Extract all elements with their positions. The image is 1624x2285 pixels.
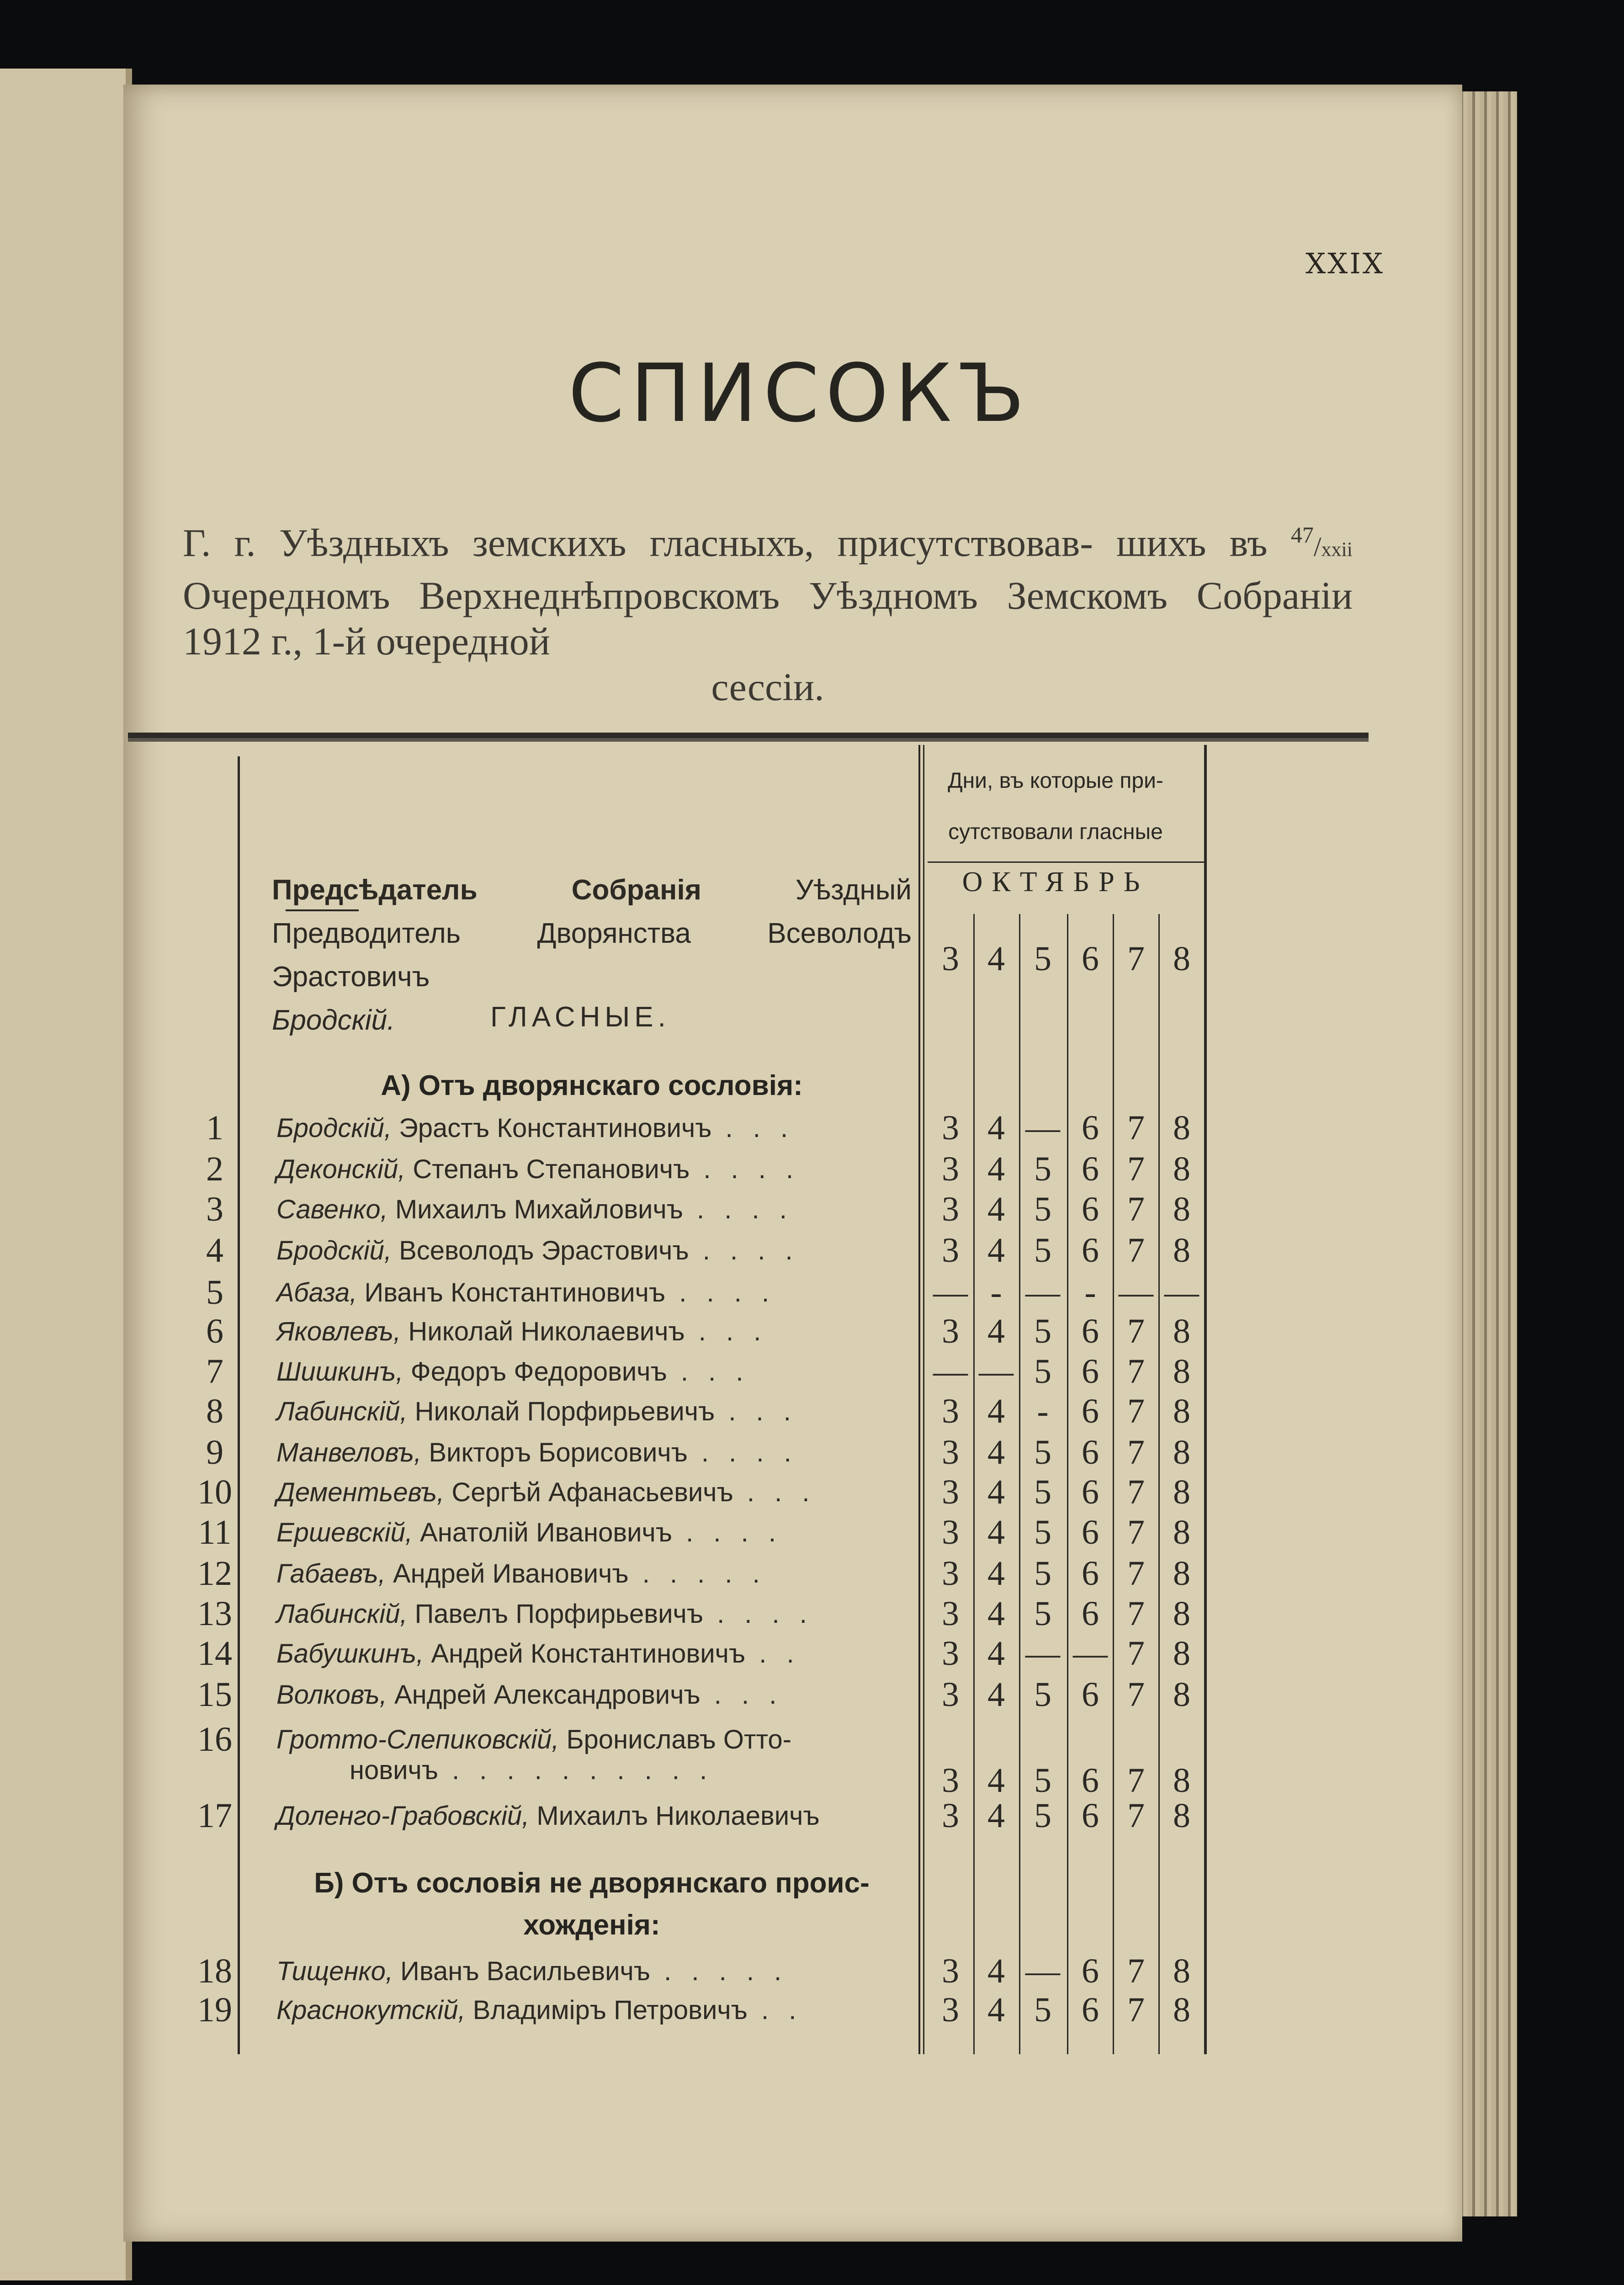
row-number: 16 xyxy=(197,1720,232,1759)
member-17-day-6: 8 xyxy=(1173,1796,1190,1835)
member-19-day-1: 3 xyxy=(942,1991,959,2029)
member-16-day-4: 6 xyxy=(1082,1761,1099,1800)
leader-dots: . . . xyxy=(700,1680,783,1710)
member-14-day-3: — xyxy=(1025,1634,1060,1673)
row-number: 7 xyxy=(206,1352,223,1391)
leader-dots: . . xyxy=(745,1639,801,1669)
leader-dots: . . . . xyxy=(690,1154,800,1184)
member-19-day-6: 8 xyxy=(1173,1991,1190,2029)
member-14-day-2: 4 xyxy=(987,1634,1005,1673)
member-9-day-2: 4 xyxy=(987,1433,1005,1472)
row-number: 15 xyxy=(197,1675,232,1714)
header-rule xyxy=(128,733,1369,742)
member-12-day-3: 5 xyxy=(1034,1554,1051,1593)
row-number: 19 xyxy=(197,1991,232,2029)
leader-dots: . . . xyxy=(711,1113,795,1143)
row-number: 17 xyxy=(197,1796,232,1835)
member-3-day-4: 6 xyxy=(1082,1190,1099,1228)
row-number: 13 xyxy=(197,1594,232,1633)
row-number: 9 xyxy=(206,1433,223,1472)
member-10-day-1: 3 xyxy=(942,1473,959,1511)
member-surname: Манвеловъ, xyxy=(276,1438,422,1467)
member-name xyxy=(276,1995,907,2025)
subtitle-line-4: сессіи. xyxy=(711,664,824,709)
member-given-name: Эрастъ Константиновичъ xyxy=(391,1113,712,1143)
member-12-day-1: 3 xyxy=(942,1554,959,1593)
member-15-day-6: 8 xyxy=(1173,1675,1190,1714)
member-name xyxy=(276,1396,907,1427)
member-5-day-6: — xyxy=(1164,1273,1199,1312)
member-4-day-6: 8 xyxy=(1173,1231,1190,1270)
member-6-day-6: 8 xyxy=(1173,1312,1190,1350)
member-7-day-3: 5 xyxy=(1034,1352,1051,1391)
leader-dots: . . . xyxy=(733,1477,816,1507)
member-7-day-5: 7 xyxy=(1127,1352,1145,1391)
member-16-day-2: 4 xyxy=(987,1761,1005,1800)
header-underline xyxy=(928,861,1204,863)
member-7-day-2: — xyxy=(979,1352,1014,1391)
leader-dots: . . . . xyxy=(672,1518,782,1547)
member-13-day-2: 4 xyxy=(987,1594,1005,1633)
member-8-day-5: 7 xyxy=(1127,1392,1145,1430)
row-number: 18 xyxy=(197,1952,232,1990)
member-8-day-3: - xyxy=(1037,1392,1049,1430)
member-name xyxy=(276,1277,907,1308)
member-6-day-2: 4 xyxy=(987,1312,1005,1350)
member-1-day-3: — xyxy=(1025,1109,1060,1147)
member-19-day-2: 4 xyxy=(987,1991,1005,2029)
leader-dots: . . xyxy=(747,1995,803,2025)
member-1-day-5: 7 xyxy=(1127,1109,1145,1147)
chairman-text: Уѣздный Предводитель Дворянства Всеволодъ Эрастовичъ xyxy=(272,874,912,993)
member-15-day-2: 4 xyxy=(987,1675,1005,1714)
member-7-day-6: 8 xyxy=(1173,1352,1190,1391)
member-9-day-6: 8 xyxy=(1173,1433,1190,1472)
member-2-day-1: 3 xyxy=(942,1150,959,1188)
leader-dots: . . . . xyxy=(683,1195,793,1224)
page-number: XXIX xyxy=(1306,247,1385,280)
leader-dots: . . . . xyxy=(689,1236,799,1265)
member-3-day-3: 5 xyxy=(1034,1190,1051,1228)
subtitle-line-3: Уѣздномъ Земскомъ Собраніи 1912 г., 1-й очередной xyxy=(183,573,1353,663)
member-surname: Бабушкинъ, xyxy=(276,1639,424,1669)
days-header-line-2: сутствовали гласные xyxy=(948,820,1163,844)
chairman-day-3: 5 xyxy=(1034,940,1051,978)
subtitle-line-2a: шихъ въ xyxy=(1116,521,1268,565)
member-given-name: Федоръ Федоровичъ xyxy=(403,1357,667,1387)
member-7-day-1: — xyxy=(933,1352,968,1391)
member-given-name: Анатолій Ивановичъ xyxy=(413,1518,673,1547)
member-given-name: Павелъ Порфирьевичъ xyxy=(407,1599,703,1629)
group-non-nobility-line-1: Б) Отъ сословія не дворянскаго проис- xyxy=(314,1867,870,1899)
row-number: 4 xyxy=(206,1231,223,1270)
member-2-day-6: 8 xyxy=(1173,1150,1190,1188)
row-number: 12 xyxy=(197,1554,232,1593)
member-surname: Ершевскій, xyxy=(276,1518,413,1547)
member-name xyxy=(276,1599,907,1629)
member-9-day-4: 6 xyxy=(1082,1433,1099,1472)
row-number: 5 xyxy=(206,1273,223,1312)
row-number: 1 xyxy=(206,1109,223,1147)
member-surname: Краснокутскій, xyxy=(276,1995,466,2025)
member-surname: Лабинскій, xyxy=(276,1599,408,1629)
member-17-day-2: 4 xyxy=(987,1796,1005,1835)
group-non-nobility-line-2: хожденія: xyxy=(523,1909,660,1941)
member-18-day-5: 7 xyxy=(1127,1952,1145,1990)
member-surname: Яковлевъ, xyxy=(276,1317,401,1346)
member-surname: Шишкинъ, xyxy=(276,1357,403,1387)
document-page xyxy=(123,85,1462,2242)
fraction-denominator: xxii xyxy=(1321,538,1353,561)
member-4-day-2: 4 xyxy=(987,1231,1005,1270)
member-surname: Гротто-Слепиковскій, xyxy=(276,1725,559,1754)
member-given-name: Брониславъ Отто- xyxy=(559,1725,792,1754)
member-name xyxy=(276,1477,907,1508)
leader-dots: . . . . . . . . . . xyxy=(438,1755,714,1785)
member-17-day-5: 7 xyxy=(1127,1796,1145,1835)
member-given-name-continued: новичъ xyxy=(350,1755,438,1785)
member-surname: Волковъ, xyxy=(276,1680,387,1710)
leader-dots: . . . . . xyxy=(628,1559,766,1589)
member-2-day-5: 7 xyxy=(1127,1150,1145,1188)
member-given-name: Андрей Константиновичъ xyxy=(424,1639,746,1669)
member-9-day-3: 5 xyxy=(1034,1433,1051,1472)
member-13-day-3: 5 xyxy=(1034,1594,1051,1633)
row-number: 10 xyxy=(197,1473,232,1511)
member-given-name: Всеволодъ Эрастовичъ xyxy=(391,1236,689,1265)
member-11-day-5: 7 xyxy=(1127,1513,1145,1552)
member-5-day-5: — xyxy=(1119,1273,1153,1312)
member-name xyxy=(276,1517,907,1548)
row-number: 6 xyxy=(206,1312,223,1350)
member-13-day-5: 7 xyxy=(1127,1594,1145,1633)
chairman-surname: Бродскій. xyxy=(272,1004,395,1036)
member-given-name: Степанъ Степановичъ xyxy=(405,1154,690,1184)
member-19-day-5: 7 xyxy=(1127,1991,1145,2029)
days-header-line-1: Дни, въ которые при- xyxy=(948,769,1163,793)
member-name xyxy=(276,1638,907,1669)
member-14-day-6: 8 xyxy=(1173,1634,1190,1673)
section-title: ГЛАСНЫЕ. xyxy=(490,1001,670,1033)
row-number: 3 xyxy=(206,1190,223,1228)
member-18-day-6: 8 xyxy=(1173,1952,1190,1990)
member-name xyxy=(276,1113,907,1143)
member-surname: Доленго-Грабовскій, xyxy=(276,1801,530,1831)
leader-dots: . . . . xyxy=(703,1599,813,1629)
member-1-day-2: 4 xyxy=(987,1109,1005,1147)
member-name xyxy=(276,1316,907,1347)
member-6-day-4: 6 xyxy=(1082,1312,1099,1350)
chairman-day-4: 6 xyxy=(1082,940,1099,978)
member-4-day-5: 7 xyxy=(1127,1231,1145,1270)
member-given-name: Николай Порфирьевичъ xyxy=(407,1397,715,1426)
member-3-day-6: 8 xyxy=(1173,1190,1190,1228)
member-name xyxy=(276,1801,907,1831)
member-11-day-3: 5 xyxy=(1034,1513,1051,1552)
member-name xyxy=(276,1558,907,1589)
chairman-day-2: 4 xyxy=(987,940,1005,978)
chairman-day-1: 3 xyxy=(942,940,959,978)
member-given-name: Михаилъ Николаевичъ xyxy=(529,1801,820,1831)
member-given-name: Николай Николаевичъ xyxy=(401,1317,685,1346)
member-surname: Лабинскій, xyxy=(276,1397,408,1426)
member-15-day-3: 5 xyxy=(1034,1675,1051,1714)
chairman-label: Предсѣдатель Собранія xyxy=(272,874,701,906)
subtitle-line-1: Г. г. Уѣздныхъ земскихъ гласныхъ, присутствовав- xyxy=(183,521,1093,565)
member-given-name: Владиміръ Петровичъ xyxy=(465,1995,748,2025)
member-surname: Тищенко, xyxy=(276,1956,393,1986)
member-given-name: Михаилъ Михайловичъ xyxy=(387,1195,683,1224)
member-18-day-2: 4 xyxy=(987,1952,1005,1990)
member-16-day-6: 8 xyxy=(1173,1761,1190,1800)
member-14-day-5: 7 xyxy=(1127,1634,1145,1673)
member-14-day-1: 3 xyxy=(942,1634,959,1673)
member-1-day-4: 6 xyxy=(1082,1109,1099,1147)
fraction-numerator: 47 xyxy=(1290,522,1314,547)
member-1-day-1: 3 xyxy=(942,1109,959,1147)
member-given-name: Сергѣй Афанасьевичъ xyxy=(444,1477,733,1507)
member-5-day-3: — xyxy=(1025,1273,1060,1312)
member-given-name: Иванъ Васильевичъ xyxy=(393,1956,651,1986)
member-13-day-4: 6 xyxy=(1082,1594,1099,1633)
member-17-day-4: 6 xyxy=(1082,1796,1099,1835)
member-7-day-4: 6 xyxy=(1082,1352,1099,1391)
member-15-day-4: 6 xyxy=(1082,1675,1099,1714)
member-name xyxy=(276,1679,907,1710)
member-8-day-1: 3 xyxy=(942,1392,959,1430)
member-surname: Деконскій, xyxy=(276,1154,406,1184)
member-16-day-5: 7 xyxy=(1127,1761,1145,1800)
member-8-day-4: 6 xyxy=(1082,1392,1099,1430)
member-1-day-6: 8 xyxy=(1173,1109,1190,1147)
member-6-day-3: 5 xyxy=(1034,1312,1051,1350)
member-4-day-3: 5 xyxy=(1034,1231,1051,1270)
member-given-name: Андрей Ивановичъ xyxy=(385,1559,629,1589)
member-surname: Бродскій, xyxy=(276,1236,392,1265)
member-16-day-3: 5 xyxy=(1034,1761,1051,1800)
member-11-day-1: 3 xyxy=(942,1513,959,1552)
leader-dots: . . . . xyxy=(687,1438,798,1467)
member-2-day-3: 5 xyxy=(1034,1150,1051,1188)
row-number: 8 xyxy=(206,1392,223,1430)
member-10-day-4: 6 xyxy=(1082,1473,1099,1511)
member-name xyxy=(276,1356,907,1387)
member-10-day-6: 8 xyxy=(1173,1473,1190,1511)
member-16-day-1: 3 xyxy=(942,1761,959,1800)
member-15-day-5: 7 xyxy=(1127,1675,1145,1714)
member-5-day-2: - xyxy=(990,1273,1002,1312)
member-18-day-3: — xyxy=(1025,1952,1060,1990)
member-11-day-2: 4 xyxy=(987,1513,1005,1552)
member-18-day-4: 6 xyxy=(1082,1952,1099,1990)
member-5-day-4: - xyxy=(1084,1273,1096,1312)
member-12-day-2: 4 xyxy=(987,1554,1005,1593)
member-3-day-5: 7 xyxy=(1127,1190,1145,1228)
member-surname: Габаевъ, xyxy=(276,1559,386,1589)
member-10-day-5: 7 xyxy=(1127,1473,1145,1511)
member-3-day-2: 4 xyxy=(987,1190,1005,1228)
member-name xyxy=(276,1956,907,1987)
row-number: 14 xyxy=(197,1634,232,1673)
subtitle-line-2b: Очередномъ Верхнеднѣпровскомъ xyxy=(183,573,780,617)
member-8-day-6: 8 xyxy=(1173,1392,1190,1430)
member-given-name: Иванъ Константиновичъ xyxy=(357,1278,666,1307)
member-15-day-1: 3 xyxy=(942,1675,959,1714)
page-title: СПИСОКЪ xyxy=(568,347,1031,440)
member-surname: Бродскій, xyxy=(276,1113,392,1143)
member-name xyxy=(276,1154,907,1185)
member-8-day-2: 4 xyxy=(987,1392,1005,1430)
member-10-day-2: 4 xyxy=(987,1473,1005,1511)
member-6-day-5: 7 xyxy=(1127,1312,1145,1350)
leader-dots: . . . . xyxy=(665,1278,776,1307)
member-name xyxy=(276,1437,907,1468)
member-14-day-4: — xyxy=(1073,1634,1108,1673)
group-nobility: А) Отъ дворянскаго сословія: xyxy=(381,1070,803,1101)
member-surname: Абаза, xyxy=(276,1278,357,1307)
member-6-day-1: 3 xyxy=(942,1312,959,1350)
month-header: ОКТЯБРЬ xyxy=(962,866,1149,898)
member-17-day-3: 5 xyxy=(1034,1796,1051,1835)
days-header xyxy=(925,755,1186,858)
member-name xyxy=(276,1194,907,1225)
member-13-day-6: 8 xyxy=(1173,1594,1190,1633)
member-surname: Савенко, xyxy=(276,1195,388,1224)
member-2-day-4: 6 xyxy=(1082,1150,1099,1188)
member-12-day-6: 8 xyxy=(1173,1554,1190,1593)
names-column-line xyxy=(918,745,920,2054)
left-page-edge xyxy=(0,69,132,2280)
chairman-day-5: 7 xyxy=(1127,940,1145,978)
member-given-name: Викторъ Борисовичъ xyxy=(421,1438,688,1467)
names-column-line-2 xyxy=(923,745,924,2054)
member-12-day-4: 6 xyxy=(1082,1554,1099,1593)
leader-dots: . . . xyxy=(685,1317,768,1346)
member-12-day-5: 7 xyxy=(1127,1554,1145,1593)
group-non-nobility xyxy=(274,1862,909,1946)
member-5-day-1: — xyxy=(933,1273,968,1312)
member-18-day-1: 3 xyxy=(942,1952,959,1990)
chairman-day-6: 8 xyxy=(1173,940,1190,978)
member-4-day-4: 6 xyxy=(1082,1231,1099,1270)
member-4-day-1: 3 xyxy=(942,1231,959,1270)
member-17-day-1: 3 xyxy=(942,1796,959,1835)
member-2-day-2: 4 xyxy=(987,1150,1005,1188)
member-10-day-3: 5 xyxy=(1034,1473,1051,1511)
member-surname: Дементьевъ, xyxy=(276,1477,445,1507)
member-19-day-4: 6 xyxy=(1082,1991,1099,2029)
row-number: 2 xyxy=(206,1150,223,1188)
member-3-day-1: 3 xyxy=(942,1190,959,1228)
row-number: 11 xyxy=(198,1513,232,1552)
member-11-day-6: 8 xyxy=(1173,1513,1190,1552)
member-19-day-3: 5 xyxy=(1034,1991,1051,2029)
member-9-day-5: 7 xyxy=(1127,1433,1145,1472)
member-given-name: Андрей Александровичъ xyxy=(387,1680,701,1710)
member-11-day-4: 6 xyxy=(1082,1513,1099,1552)
member-13-day-1: 3 xyxy=(942,1594,959,1633)
member-name xyxy=(276,1235,907,1266)
leader-dots: . . . xyxy=(715,1397,797,1426)
leader-dots: . . . . . xyxy=(650,1956,788,1986)
member-9-day-1: 3 xyxy=(942,1433,959,1472)
subtitle: Г. г. Уѣздныхъ земскихъ гласныхъ, присутствовав- шихъ въ $^{47}$/xxii Очередномъ Верхнеднѣпровскомъ Уѣздномъ Земскомъ Собраніи 1912 г., 1-й очередной сессіи. xyxy=(183,521,1353,709)
leader-dots: . . . xyxy=(667,1357,750,1387)
member-name xyxy=(276,1724,907,1785)
